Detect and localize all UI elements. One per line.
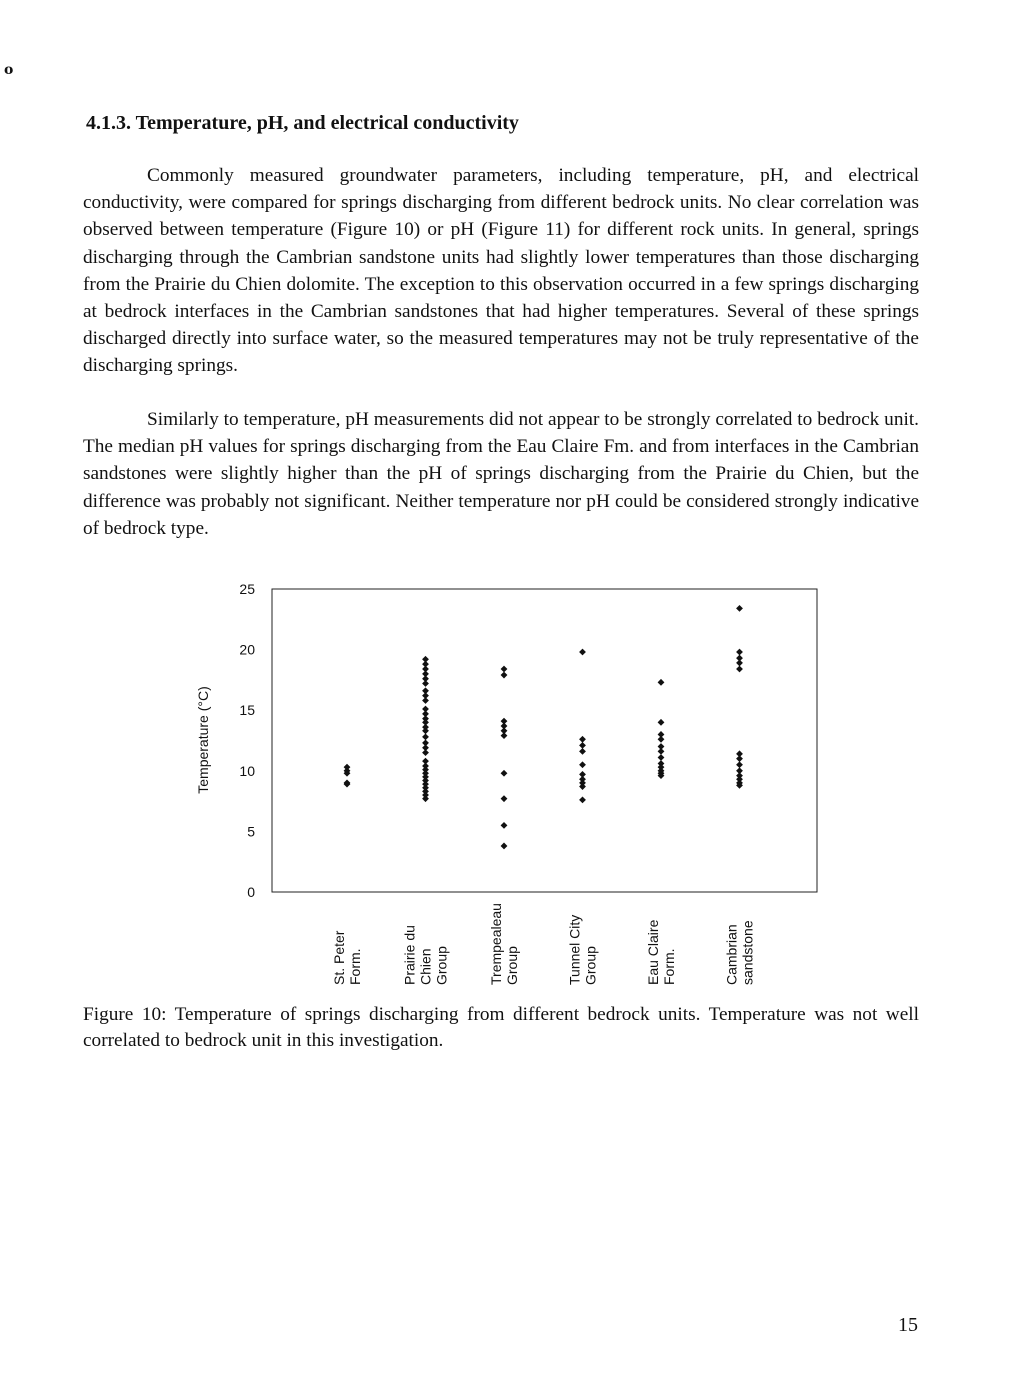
data-point (501, 732, 508, 739)
temperature-chart (180, 570, 840, 1000)
data-point (579, 761, 586, 768)
data-point (579, 649, 586, 656)
data-point (736, 755, 743, 762)
data-point (501, 822, 508, 829)
x-category-label (331, 930, 363, 985)
x-tick-label-line: sandstone (739, 920, 756, 985)
figure-caption: Figure 10: Temperature of springs discharging from different bedrock units. Temperature was not well correlated to bedrock unit in this investigation. (83, 1004, 919, 1051)
data-point (736, 605, 743, 612)
x-category-label (402, 925, 450, 985)
data-point (736, 666, 743, 673)
paragraph-2 (83, 406, 919, 542)
x-tick-label-line: Form. (347, 948, 363, 985)
data-point (736, 761, 743, 768)
y-axis-ticks (239, 581, 255, 900)
plot-area-frame (272, 589, 817, 892)
data-point (422, 733, 429, 740)
data-points (344, 605, 743, 849)
x-tick-label-line: Cambrian (723, 924, 740, 985)
data-point (422, 795, 429, 802)
x-tick-label-line: Group (433, 946, 450, 985)
data-point (736, 649, 743, 656)
y-axis-label: Temperature (°C) (195, 686, 211, 794)
page-number: 15 (898, 1314, 918, 1336)
data-point (579, 783, 586, 790)
y-tick-label: 25 (239, 581, 255, 597)
x-tick-label-line: Prairie du (401, 925, 418, 985)
data-point (501, 770, 508, 777)
y-tick-label: 10 (239, 762, 255, 779)
y-tick-label: 20 (239, 641, 255, 658)
x-tick-label-line: Form. (661, 948, 677, 985)
x-tick-label-line: Group (504, 946, 520, 985)
x-axis-labels (331, 903, 756, 985)
paragraph-1-text: Commonly measured groundwater parameters, including temperature, pH, and electrical conductivity, were compared for springs discharging from different bedrock units. No clear correlation was observed between temperature (Figure 10) or pH (Figure 11) for different rock units. In general, springs discharging through the Cambrian sandstone units had slightly lower temperatures than those discharging from the Prairie du Chien dolomite. The exception to this observation occurred in a few springs discharging at bedrock interfaces in the Cambrian sandstones that had higher temperatures. Several of these springs discharged directly into surface water, so the measured temperatures may not be truly representative of the discharging springs. (83, 165, 919, 377)
data-point (501, 795, 508, 802)
x-tick-label-line: Trempealeau (488, 903, 504, 985)
y-tick-label: 5 (247, 823, 255, 840)
data-point (579, 748, 586, 755)
x-tick-label-line: Group (582, 946, 599, 985)
y-tick-label: 15 (239, 702, 255, 719)
data-point (658, 754, 665, 761)
data-point (579, 742, 586, 749)
data-point (501, 672, 508, 679)
data-point (422, 697, 429, 704)
data-point (501, 666, 508, 673)
x-tick-label-line: Chien (417, 948, 434, 985)
data-point (422, 680, 429, 687)
data-point (658, 736, 665, 743)
data-point (658, 679, 665, 686)
y-tick-label: 0 (247, 884, 255, 900)
figure-10 (180, 570, 840, 1000)
data-point (658, 748, 665, 755)
data-point (422, 727, 429, 734)
x-category-label (724, 920, 756, 985)
paragraph-1 (83, 162, 919, 380)
data-point (422, 749, 429, 756)
data-point (579, 736, 586, 743)
x-category-label (488, 903, 520, 985)
paragraph-2-text: Similarly to temperature, pH measurements did not appear to be strongly correlated to bedrock unit. The median pH values for springs discharging from the Eau Claire Fm. and from interfaces in the Cambrian sandstones were slightly higher than the pH of springs discharging from the Prairie du Chien, but the difference was probably not significant. Neither temperature nor pH could be considered strongly indicative of bedrock type. (83, 409, 919, 539)
corner-mark: o (4, 62, 14, 78)
data-point (736, 660, 743, 667)
x-tick-label-line: Eau Claire (645, 919, 661, 985)
x-tick-label-line: St. Peter (331, 930, 347, 985)
x-category-label (567, 915, 599, 985)
data-point (344, 781, 351, 788)
data-point (579, 796, 586, 803)
data-point (501, 843, 508, 850)
x-category-label (645, 919, 677, 985)
x-tick-label-line: Tunnel City (566, 914, 583, 985)
section-heading: 4.1.3. Temperature, pH, and electrical conductivity (86, 112, 519, 134)
data-point (658, 719, 665, 726)
